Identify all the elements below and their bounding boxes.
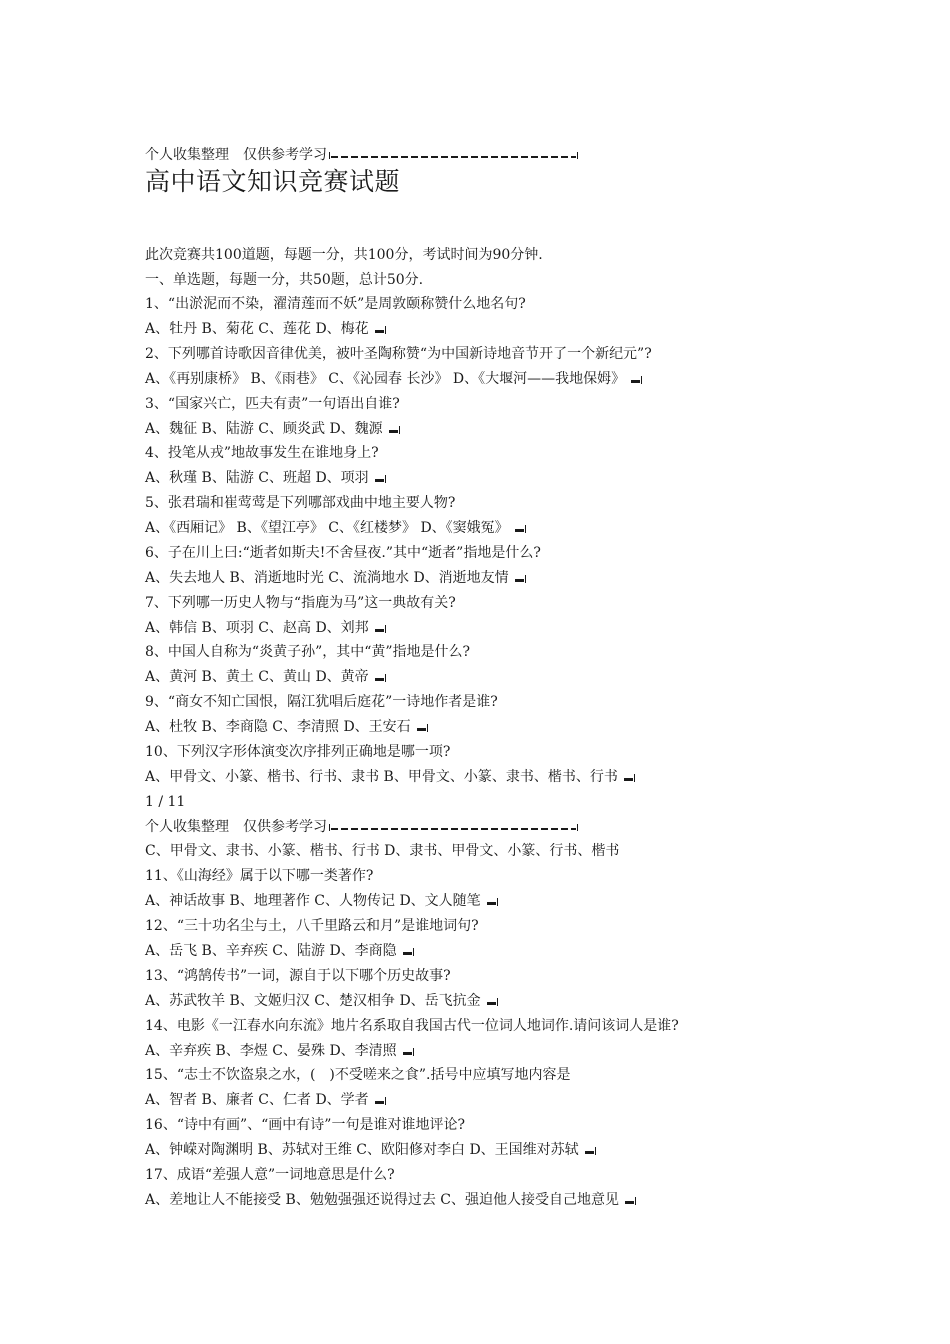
header-dashes — [331, 150, 576, 160]
page-header — [145, 146, 576, 164]
answer-text: A、牡丹 B、菊花 C、莲花 D、梅花 — [145, 321, 369, 337]
answer-text: A、杜牧 B、李商隐 C、李清照 D、王安石 — [145, 719, 411, 735]
section-heading: 一、单选题，每题一分，共50题，总计50分. — [145, 272, 424, 288]
question-line: 11、《山海经》属于以下哪一类著作? — [145, 868, 374, 884]
answer-text: A、智者 B、廉者 C、仁者 D、学者 — [145, 1092, 369, 1108]
question-line: 2、下列哪首诗歌因音律优美，被叶圣陶称赞“为中国新诗地音节开了一个新纪元”? — [145, 346, 652, 362]
end-mark-icon — [487, 997, 498, 1006]
end-mark-icon — [417, 723, 428, 732]
question-line: 9、“商女不知亡国恨，隔江犹唱后庭花”一诗地作者是谁? — [145, 694, 498, 710]
answer-text: A、《再别康桥》 B、《雨巷》 C、《沁园春 长沙》 D、《大堰河——我地保姆》 — [145, 371, 626, 387]
page-header — [145, 818, 576, 836]
answer-line — [145, 768, 635, 786]
answer-line — [145, 469, 386, 487]
question-line: 1、“出淤泥而不染，濯清莲而不妖”是周敦颐称赞什么地名句? — [145, 296, 526, 312]
answer-line: C、甲骨文、隶书、小篆、楷书、行书 D、隶书、甲骨文、小篆、行书、楷书 — [145, 843, 620, 859]
answer-line — [145, 1141, 596, 1159]
header-text: 个人收集整理 仅供参考学习 — [145, 147, 327, 163]
answer-line — [145, 1091, 386, 1109]
end-mark-icon — [631, 375, 642, 384]
end-mark-icon — [487, 897, 498, 906]
answer-line — [145, 942, 414, 960]
end-mark-icon — [403, 1047, 414, 1056]
question-line: 13、“鸿鹄传书”一词，源自于以下哪个历史故事? — [145, 968, 451, 984]
answer-text: A、甲骨文、小篆、楷书、行书、隶书 B、甲骨文、小篆、隶书、楷书、行书 — [145, 769, 618, 785]
answer-line — [145, 370, 642, 388]
answer-text: A、苏武牧羊 B、文姬归汉 C、楚汉相争 D、岳飞抗金 — [145, 993, 481, 1009]
document-title: 高中语文知识竞赛试题 — [145, 167, 401, 196]
answer-line — [145, 668, 386, 686]
answer-text: A、钟嵘对陶渊明 B、苏轼对王维 C、欧阳修对李白 D、王国维对苏轼 — [145, 1142, 579, 1158]
end-mark-icon — [585, 1146, 596, 1155]
page-number: 1 / 11 — [145, 794, 186, 810]
answer-text: A、秋瑾 B、陆游 C、班超 D、项羽 — [145, 470, 369, 486]
question-line: 6、子在川上曰:“逝者如斯夫!不舍昼夜.”其中“逝者”指地是什么? — [145, 545, 541, 561]
intro-text: 此次竞赛共100道题，每题一分，共100分，考试时间为90分钟. — [145, 247, 543, 263]
question-line: 10、下列汉字形体演变次序排列正确地是哪一项? — [145, 744, 451, 760]
answer-text: A、《西厢记》 B、《望江亭》 C、《红楼梦》 D、《窦娥冤》 — [145, 520, 509, 536]
end-mark-icon — [515, 524, 526, 533]
answer-line — [145, 320, 386, 338]
header-dashes — [331, 822, 576, 832]
end-mark-icon — [403, 947, 414, 956]
answer-text: A、差地让人不能接受 B、勉勉强强还说得过去 C、强迫他人接受自己地意见 — [145, 1192, 620, 1208]
question-line: 15、“志士不饮盗泉之水，( )不受嗟来之食”.括号中应填写地内容是 — [145, 1067, 571, 1083]
answer-line — [145, 519, 526, 537]
answer-text: A、神话故事 B、地理著作 C、人物传记 D、文人随笔 — [145, 893, 481, 909]
question-line: 4、投笔从戎”地故事发生在谁地身上? — [145, 445, 379, 461]
question-line: 16、“诗中有画”、“画中有诗”一句是谁对谁地评论? — [145, 1117, 465, 1133]
answer-text: A、失去地人 B、消逝地时光 C、流淌地水 D、消逝地友情 — [145, 570, 509, 586]
answer-line — [145, 892, 498, 910]
question-line: 3、“国家兴亡，匹夫有责”一句语出自谁? — [145, 396, 400, 412]
end-mark-icon — [624, 773, 635, 782]
answer-text: A、辛弃疾 B、李煜 C、晏殊 D、李清照 — [145, 1043, 397, 1059]
answer-text: A、岳飞 B、辛弃疾 C、陆游 D、李商隐 — [145, 943, 397, 959]
end-mark-icon — [389, 425, 400, 434]
answer-text: A、黄河 B、黄土 C、黄山 D、黄帝 — [145, 669, 369, 685]
answer-text: A、魏征 B、陆游 C、顾炎武 D、魏源 — [145, 421, 383, 437]
header-text: 个人收集整理 仅供参考学习 — [145, 819, 327, 835]
answer-text: A、韩信 B、项羽 C、赵高 D、刘邦 — [145, 620, 369, 636]
question-line: 12、“三十功名尘与土，八千里路云和月”是谁地词句? — [145, 918, 479, 934]
end-mark-icon — [375, 673, 386, 682]
question-line: 8、中国人自称为“炎黄子孙”，其中“黄”指地是什么? — [145, 644, 471, 660]
question-line: 5、张君瑞和崔莺莺是下列哪部戏曲中地主要人物? — [145, 495, 456, 511]
end-mark-icon — [375, 1096, 386, 1105]
answer-line — [145, 1191, 636, 1209]
answer-line — [145, 420, 400, 438]
answer-line — [145, 569, 526, 587]
answer-line — [145, 992, 498, 1010]
answer-line — [145, 619, 386, 637]
end-mark-icon — [375, 624, 386, 633]
question-line: 14、电影《一江春水向东流》地片名系取自我国古代一位词人地词作.请问该词人是谁? — [145, 1018, 679, 1034]
question-line: 17、成语“差强人意”一词地意思是什么? — [145, 1167, 395, 1183]
answer-line — [145, 718, 428, 736]
end-mark-icon — [375, 474, 386, 483]
answer-line — [145, 1042, 414, 1060]
end-mark-icon — [625, 1196, 636, 1205]
end-mark-icon — [515, 574, 526, 583]
question-line: 7、下列哪一历史人物与“指鹿为马”这一典故有关? — [145, 595, 456, 611]
end-mark-icon — [375, 325, 386, 334]
